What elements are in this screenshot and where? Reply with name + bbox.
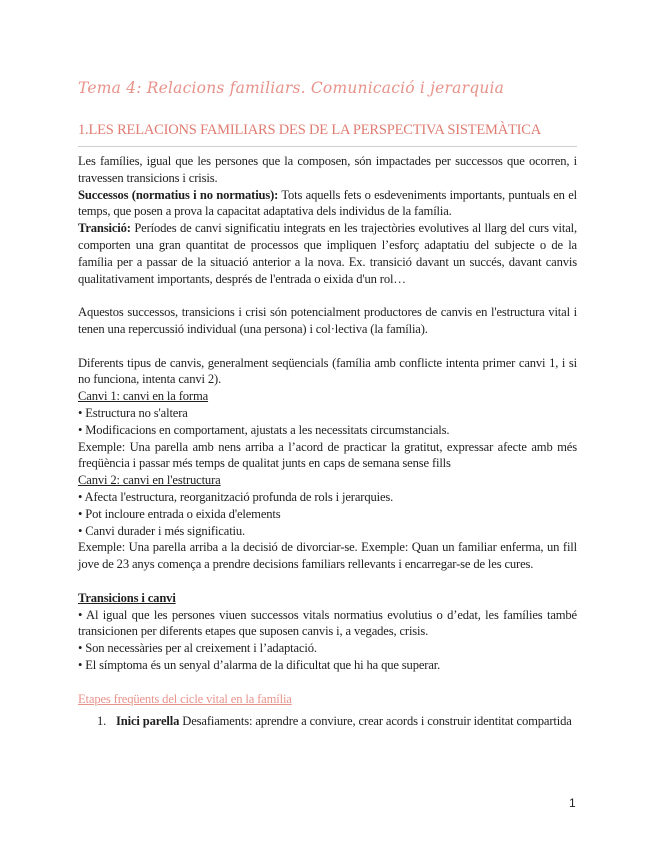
list-item: • Al igual que les persones viuen successos vitals normatius evolutius o d’edat, les famílies també transicionen per diferents etapes que suposen canvis i, a vegades, crisis. bbox=[78, 607, 577, 639]
successos-text: Tots aquells fets o esdeveniments importants, puntuals en el temps, que posen a prova la capacitat adaptativa dels individus de la família. bbox=[78, 187, 577, 219]
canvi2-heading: Canvi 2: canvi en l'estructura bbox=[78, 473, 221, 488]
canvi1-heading: Canvi 1: canvi en la forma bbox=[78, 389, 209, 404]
transicio-text: Períodes de canvi significatiu integrats en les trajectòries evolutives al llarg del curs vital, comporten una gran quantitat de processos que impliquen l’esforç adaptatiu del subjecte o de la família per a passar de la situació anterior a la nova. Ex. transició davant un succés, davant canvis qualitativament importants, després de l'entrada o eixida d'un rol… bbox=[78, 221, 577, 286]
document-body bbox=[78, 153, 577, 730]
list-item: • Canvi durader i més significatiu. bbox=[78, 523, 246, 538]
successos-term: Successos (normatius i no normatius): bbox=[78, 187, 279, 202]
page-number: 1 bbox=[569, 796, 576, 810]
transicio-term: Transició: bbox=[78, 221, 131, 236]
stage-number: 1. bbox=[97, 714, 107, 729]
stages-list bbox=[78, 713, 577, 730]
transicio-paragraph bbox=[78, 220, 577, 287]
heading-divider bbox=[78, 146, 577, 147]
list-item bbox=[78, 713, 577, 730]
list-item: • Son necessàries per al creixement i l’adaptació. bbox=[78, 641, 317, 656]
list-item: • El símptoma és un senyal d’alarma de la dificultat que hi ha que superar. bbox=[78, 657, 441, 672]
successos-paragraph bbox=[78, 187, 577, 221]
section-heading: 1.LES RELACIONS FAMILIARS DES DE LA PERSPECTIVA SISTEMÀTICA bbox=[78, 122, 541, 138]
list-item: • Pot incloure entrada o eixida d'elements bbox=[78, 506, 281, 521]
list-item: • Afecta l'estructura, reorganització profunda de rols i jerarquies. bbox=[78, 489, 394, 504]
topic-title: Tema 4: Relacions familiars. Comunicació i jerarquia bbox=[78, 79, 505, 97]
stage-term: Inici parella bbox=[116, 714, 180, 729]
transicions-heading: Transicions i canvi bbox=[78, 590, 176, 605]
list-item: • Estructura no s'altera bbox=[78, 405, 188, 420]
intro-paragraph: Les famílies, igual que les persones que la composen, són impactades per successos que ocorren, i travessen transicions i crisis. bbox=[78, 154, 577, 185]
list-item: • Modificacions en comportament, ajustats a les necessitats circumstancials. bbox=[78, 422, 450, 437]
paragraph-3: Diferents tipus de canvis, generalment seqüencials (família amb conflicte intenta primer canvi 1, i si no funciona, intenta canvi 2). bbox=[78, 355, 577, 387]
paragraph-2: Aquestos successos, transicions i crisi són potencialment productores de canvis en l'estructura vital i tenen una repercussió individual (una persona) i col·lectiva (la família). bbox=[78, 305, 577, 336]
etapes-heading: Etapes freqüents del cicle vital en la família bbox=[78, 691, 292, 706]
canvi2-example: Exemple: Una parella arriba a la decisió de divorciar-se. Exemple: Quan un familiar enferma, un fill jove de 23 anys comença a prendre decisions familiars rellevants i encarregar-se de les cures. bbox=[78, 540, 577, 572]
stage-text: Desafiaments: aprendre a conviure, crear acords i construir identitat compartida bbox=[179, 714, 572, 729]
canvi1-example: Exemple: Una parella amb nens arriba a l’acord de practicar la gratitut, expressar afecte amb més freqüència i passar més temps de qualitat junts en caps de semana sense fills bbox=[78, 439, 577, 471]
